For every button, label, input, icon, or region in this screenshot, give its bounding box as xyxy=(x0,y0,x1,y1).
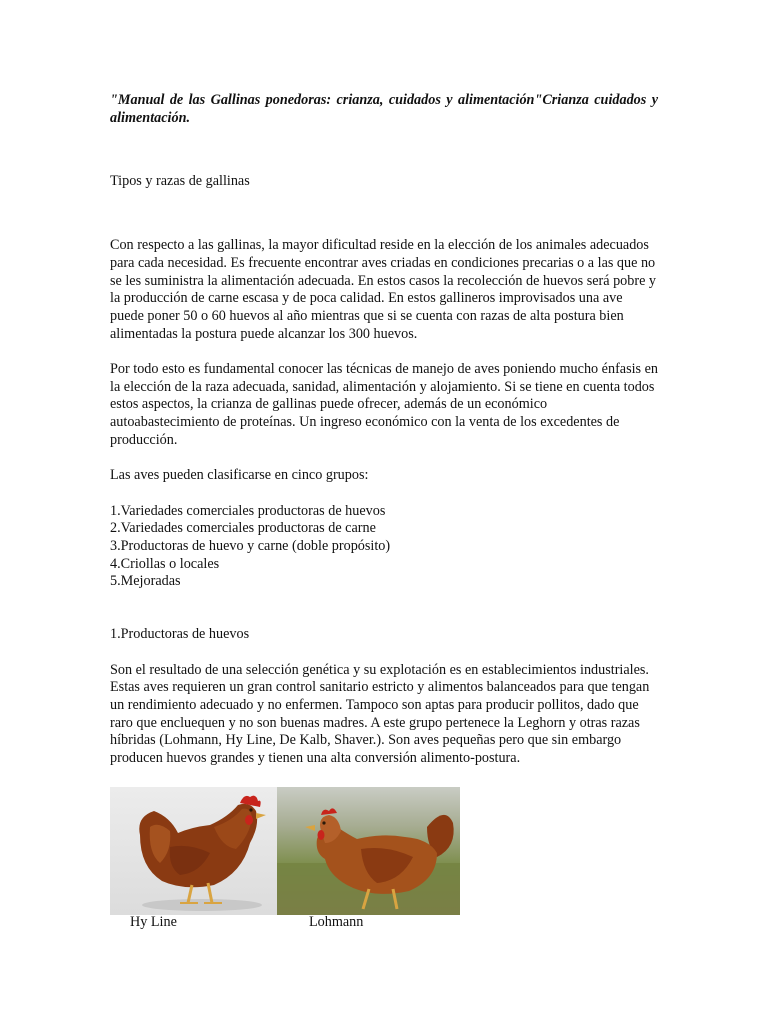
paragraph-intro: Con respecto a las gallinas, la mayor dificultad reside en la elección de los animales adecuados para cada necesidad. Es frecuente encontrar aves criadas en condiciones precarias o a las que no se les suministra la alimentación adecuada. En estos casos la recolección de huevos será pobre y la producción de carne escasa y de poca calidad. En estos gallineros improvisados una ave puede poner 50 o 60 huevos al año mientras que si se cuenta con razas de alta postura bien alimentadas la postura puede alcanzar los 300 huevos. xyxy=(110,237,657,342)
section-subtitle: Tipos y razas de gallinas xyxy=(110,173,250,190)
groups-list xyxy=(110,503,658,592)
list-item: 3.Productoras de huevo y carne (doble propósito) xyxy=(110,538,391,555)
lohmann-hen-photo xyxy=(277,787,460,915)
list-item: 4.Criollas o locales xyxy=(110,555,220,572)
hen-illustration-right xyxy=(277,787,460,915)
paragraph-classification: Las aves pueden clasificarse en cinco grupos: xyxy=(110,467,369,484)
document-page xyxy=(110,92,658,768)
list-item: 2.Variedades comerciales productoras de carne xyxy=(110,520,376,537)
list-item: 5.Mejoradas xyxy=(110,573,181,590)
document-title: "Manual de las Gallinas ponedoras: crianza, cuidados y alimentación"Crianza cuidados y alimentación. xyxy=(110,92,658,126)
caption-hy-line: Hy Line xyxy=(130,914,177,930)
paragraph-management: Por todo esto es fundamental conocer las técnicas de manejo de aves poniendo mucho énfasis en la elección de la raza adecuada, sanidad, alimentación y alojamiento. Si se tiene en cuenta todos estos aspectos, la crianza de gallinas puede ofrecer, además de un económico autoabastecimiento de proteínas. Un ingreso económico con la venta de los excedentes de producción. xyxy=(110,361,659,448)
caption-lohmann: Lohmann xyxy=(309,914,364,930)
list-item: 1.Variedades comerciales productoras de huevos xyxy=(110,502,386,519)
paragraph-egg-producers: Son el resultado de una selección genética y su explotación es en establecimientos industriales. Estas aves requieren un gran control sanitario estricto y alimentos balanceados para que tengan un rendimiento adecuado y no enfermen. Tampoco son aptas para producir pollitos, dado que raro que encluequen y no son buenas madres. A este grupo pertenece la Leghorn y otras razas híbridas (Lohmann, Hy Line, De Kalb, Shaver.). Son aves pequeñas pero que sin embargo producen huevos grandes y tienen una alta conversión alimento-postura. xyxy=(110,661,650,767)
hen-illustration-left xyxy=(110,787,277,915)
section-heading-egg-producers: 1.Productoras de huevos xyxy=(110,626,250,643)
hy-line-hen-photo xyxy=(110,787,277,915)
hen-photos xyxy=(110,787,460,915)
